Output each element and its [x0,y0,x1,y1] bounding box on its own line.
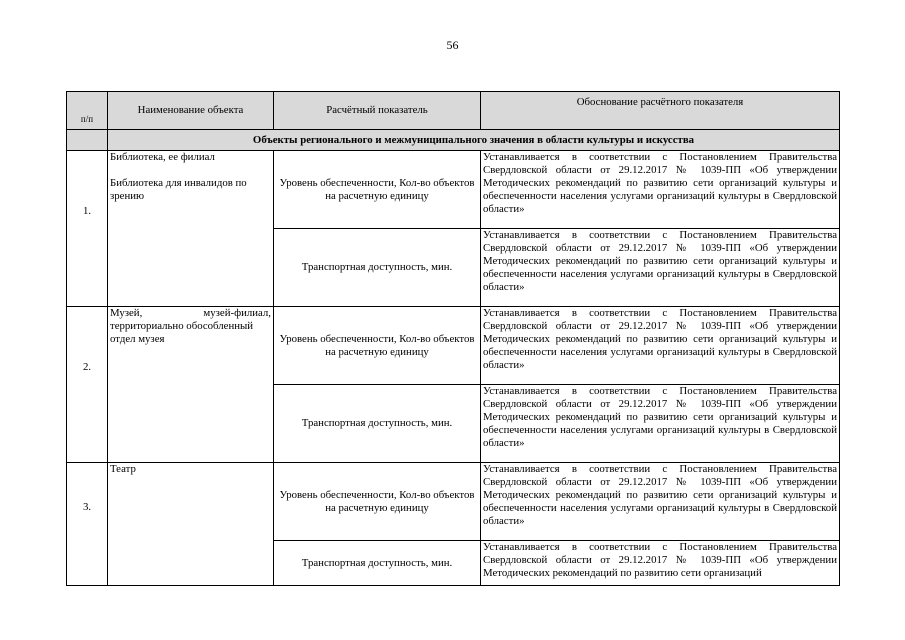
indicators-table [66,91,840,586]
indicator-supply: Уровень обеспеченности, Кол-во объектов на расчетную единицу [274,151,481,229]
header-num: п/п [67,92,108,130]
table-header-row [67,92,840,130]
indicator-supply: Уровень обеспеченности, Кол-во объектов на расчетную единицу [274,307,481,385]
object-name [108,307,274,463]
object-name-line: Библиотека для инвалидов по зрению [110,176,247,202]
object-name-line: территориально обособленный отдел музея [110,319,254,345]
row-number: 1. [67,151,108,307]
basis-text: Устанавливается в соответствии с Постановлением Правительства Свердловской области от 29.12.2017 № 1039-ПП «Об утверждении Методических рекомендаций по развитию сети организаций [481,541,840,586]
indicator-supply: Уровень обеспеченности, Кол-во объектов на расчетную единицу [274,463,481,541]
object-name-line: Библиотека, ее филиал [110,151,215,163]
row-number: 2. [67,307,108,463]
table-row [67,307,840,385]
object-name [108,151,274,307]
table-row [67,463,840,541]
header-indicator: Расчётный показатель [274,92,481,130]
indicator-transport: Транспортная доступность, мин. [274,541,481,586]
basis-text: Устанавливается в соответствии с Постановлением Правительства Свердловской области от 29.12.2017 № 1039-ПП «Об утверждении Методических рекомендаций по развитию сети организаций культуры и обеспеченности населения услугами организаций культуры в Свердловской области» [481,307,840,385]
row-number: 3. [67,463,108,586]
basis-text: Устанавливается в соответствии с Постановлением Правительства Свердловской области от 29.12.2017 № 1039-ПП «Об утверждении Методических рекомендаций по развитию сети организаций культуры и обеспеченности населения услугами организаций культуры в Свердловской области» [481,229,840,307]
header-basis: Обоснование расчётного показателя [481,92,840,130]
indicator-transport: Транспортная доступность, мин. [274,385,481,463]
table-row [67,151,840,229]
object-name-line: Театр [110,463,136,475]
section-blank-cell [67,130,108,151]
basis-text: Устанавливается в соответствии с Постановлением Правительства Свердловской области от 29.12.2017 № 1039-ПП «Об утверждении Методических рекомендаций по развитию сети организаций культуры и обеспеченности населения услугами организаций культуры в Свердловской области» [481,463,840,541]
section-row [67,130,840,151]
section-title: Объекты регионального и межмуниципального значения в области культуры и искусства [108,130,840,151]
object-name [108,463,274,586]
page-number: 56 [446,38,459,52]
object-name-word: музей-филиал, [203,307,271,319]
basis-text: Устанавливается в соответствии с Постановлением Правительства Свердловской области от 29.12.2017 № 1039-ПП «Об утверждении Методических рекомендаций по развитию сети организаций культуры и обеспеченности населения услугами организаций культуры в Свердловской области» [481,151,840,229]
basis-text: Устанавливается в соответствии с Постановлением Правительства Свердловской области от 29.12.2017 № 1039-ПП «Об утверждении Методических рекомендаций по развитию сети организаций культуры и обеспеченности населения услугами организаций культуры в Свердловской области» [481,385,840,463]
object-name-word: Музей, [110,307,143,319]
object-name-first-line [110,307,271,320]
header-name: Наименование объекта [108,92,274,130]
indicator-transport: Транспортная доступность, мин. [274,229,481,307]
